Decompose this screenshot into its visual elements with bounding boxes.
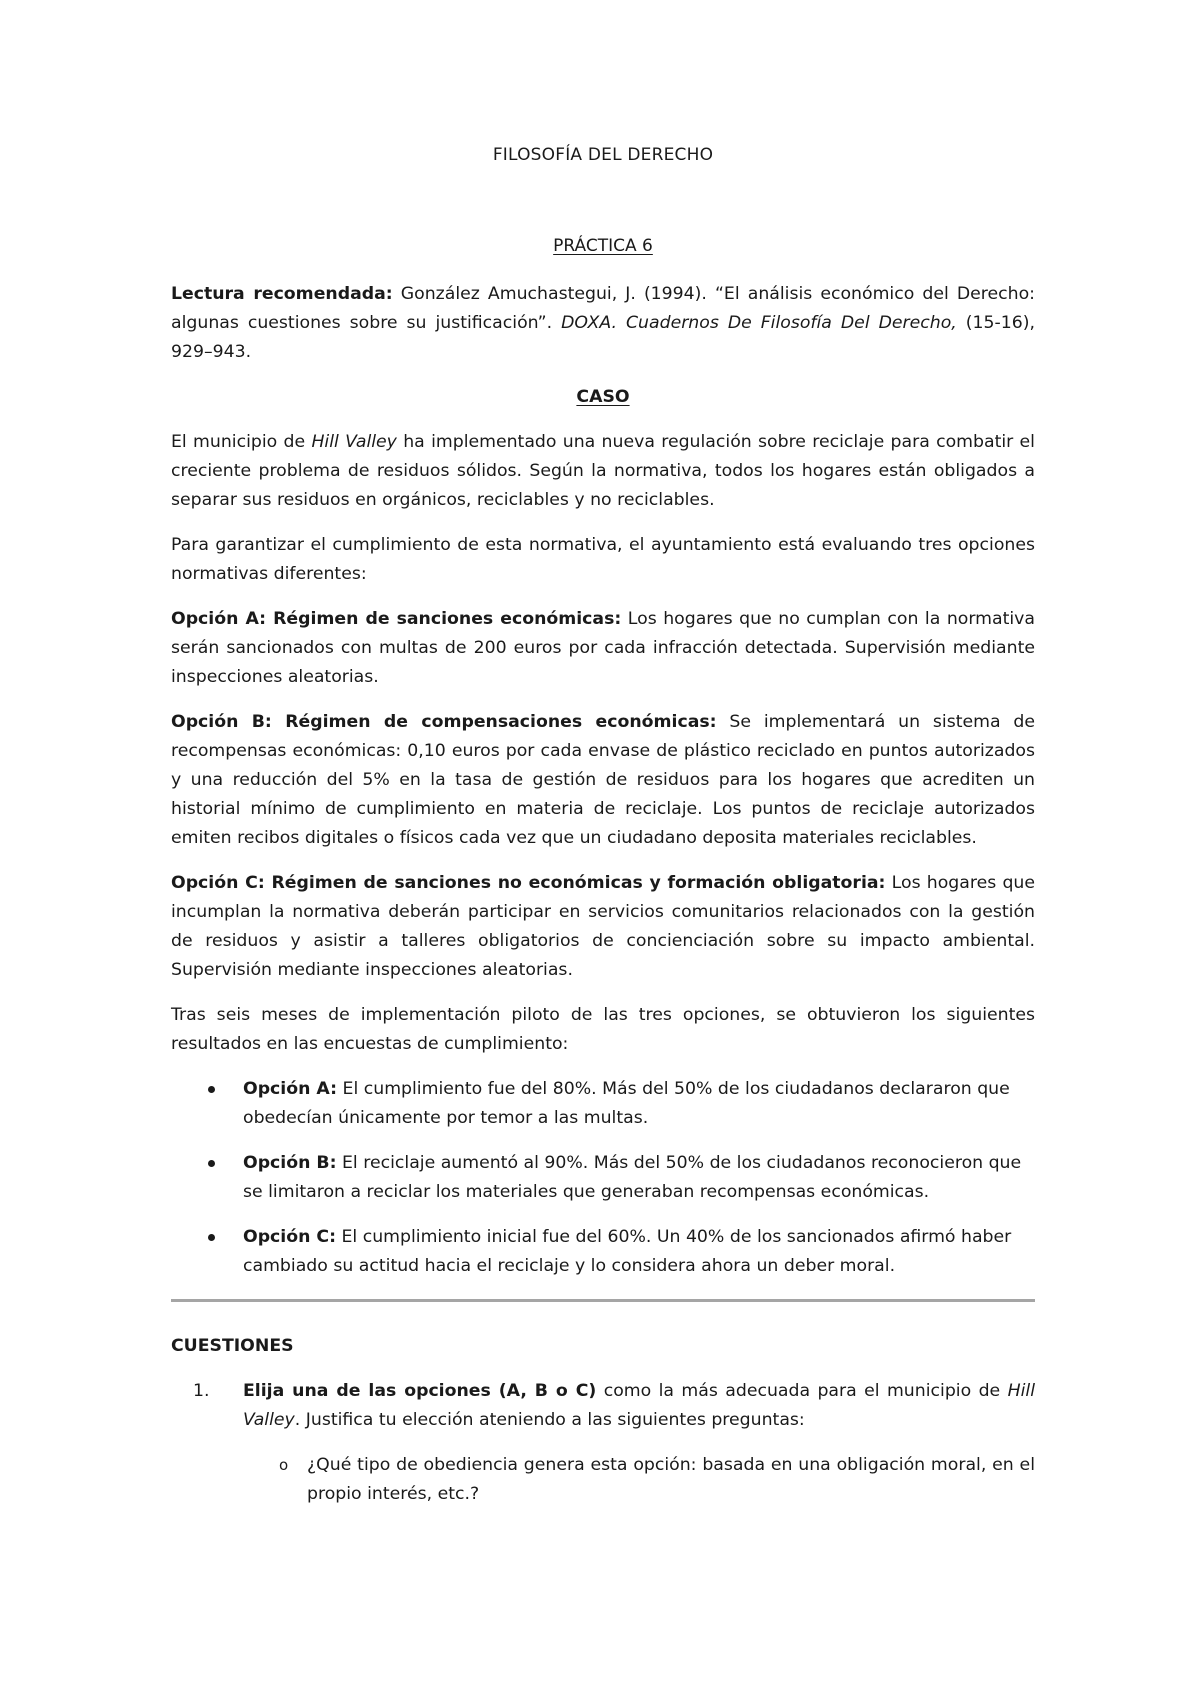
result-text: El cumplimiento fue del 80%. Más del 50% de los ciudadanos declararon que obedecían únicamente por temor a las multas. <box>243 1079 1010 1128</box>
municipality-name: Hill Valley <box>243 1381 1035 1430</box>
reading-issue-pages: (15-16), 929–943. <box>171 313 1035 362</box>
list-item <box>171 1075 1035 1133</box>
municipality-name: Hill Valley <box>311 432 397 452</box>
question-1: 1. Elija una de las opciones (A, B o C) como la más adecuada para el municipio de Hill Valley. Justifica tu elección ateniendo a las siguientes preguntas: <box>171 1377 1035 1435</box>
option-text: Los hogares que incumplan la normativa deberán participar en servicios comunitarios relacionados con la gestión de residuos y asistir a talleres obligatorios de concienciación sobre su impacto ambiental. Supervisión mediante inspecciones aleatorias. <box>171 873 1035 980</box>
result-text: El cumplimiento inicial fue del 60%. Un 40% de los sancionados afirmó haber cambiado su actitud hacia el reciclaje y lo considera ahora un deber moral. <box>243 1227 1012 1276</box>
option-text: Se implementará un sistema de recompensas económicas: 0,10 euros por cada envase de plástico reciclado en puntos autorizados y una reducción del 5% en la tasa de gestión de residuos para los hogares que acrediten un historial mínimo de cumplimiento en materia de reciclaje. Los puntos de reciclaje autorizados emiten recibos digitales o físicos cada vez que un ciudadano deposita materiales reciclables. <box>171 712 1035 848</box>
question-number: 1. <box>193 1381 210 1401</box>
case-intro: El municipio de Hill Valley ha implementado una nueva regulación sobre reciclaje para combatir el creciente problema de residuos sólidos. Según la normativa, todos los hogares están obligados a separar sus residuos en orgánicos, reciclables y no reciclables. <box>171 432 1035 510</box>
result-label: Opción A: <box>243 1079 338 1099</box>
option-label: Opción C: Régimen de sanciones no económicas y formación obligatoria: <box>171 873 886 893</box>
bullet-icon <box>208 1086 215 1093</box>
subquestion-text: ¿Qué tipo de obediencia genera esta opción: basada en una obligación moral, en el propio interés, etc.? <box>307 1455 1035 1504</box>
results-list <box>171 1075 1035 1281</box>
document-body <box>171 280 1035 1525</box>
recommended-reading <box>171 280 1035 367</box>
result-label: Opción C: <box>243 1227 337 1247</box>
practice-title: PRÁCTICA 6 <box>553 236 653 256</box>
circle-bullet-icon: o <box>279 1456 289 1474</box>
bullet-icon <box>208 1234 215 1241</box>
questions-heading: CUESTIONES <box>171 1336 294 1356</box>
list-item <box>171 1149 1035 1207</box>
option-a <box>171 605 1035 692</box>
reading-authors: González Amuchastegui, J. (1994). <box>400 284 707 304</box>
option-label: Opción A: Régimen de sanciones económicas: <box>171 609 622 629</box>
bullet-icon <box>208 1160 215 1167</box>
result-text: El reciclaje aumentó al 90%. Más del 50% de los ciudadanos reconocieron que se limitaron a reciclar los materiales que generaban recompensas económicas. <box>243 1153 1022 1202</box>
option-text: Los hogares que no cumplan con la normativa serán sancionados con multas de 200 euros por cada infracción detectada. Supervisión mediante inspecciones aleatorias. <box>171 609 1035 687</box>
reading-article-title: “El análisis económico del Derecho: algunas cuestiones sobre su justificación”. <box>171 284 1035 333</box>
question-bold: Elija una de las opciones (A, B o C) <box>243 1381 597 1401</box>
reading-journal: DOXA. Cuadernos De Filosofía Del Derecho, <box>561 313 957 333</box>
course-title: FILOSOFÍA DEL DERECHO <box>492 145 714 165</box>
results-intro: Tras seis meses de implementación piloto de las tres opciones, se obtuvieron los siguientes resultados en las encuestas de cumplimiento: <box>171 1005 1035 1054</box>
option-b <box>171 708 1035 853</box>
section-divider <box>171 1299 1035 1302</box>
case-paragraph-2: Para garantizar el cumplimiento de esta normativa, el ayuntamiento está evaluando tres opciones normativas diferentes: <box>171 535 1035 584</box>
reading-label: Lectura recomendada: <box>171 284 393 304</box>
list-item <box>171 1223 1035 1281</box>
case-heading: CASO <box>576 387 630 407</box>
option-label: Opción B: Régimen de compensaciones económicas: <box>171 712 717 732</box>
option-c <box>171 869 1035 985</box>
result-label: Opción B: <box>243 1153 337 1173</box>
subquestion-1 <box>171 1451 1035 1509</box>
